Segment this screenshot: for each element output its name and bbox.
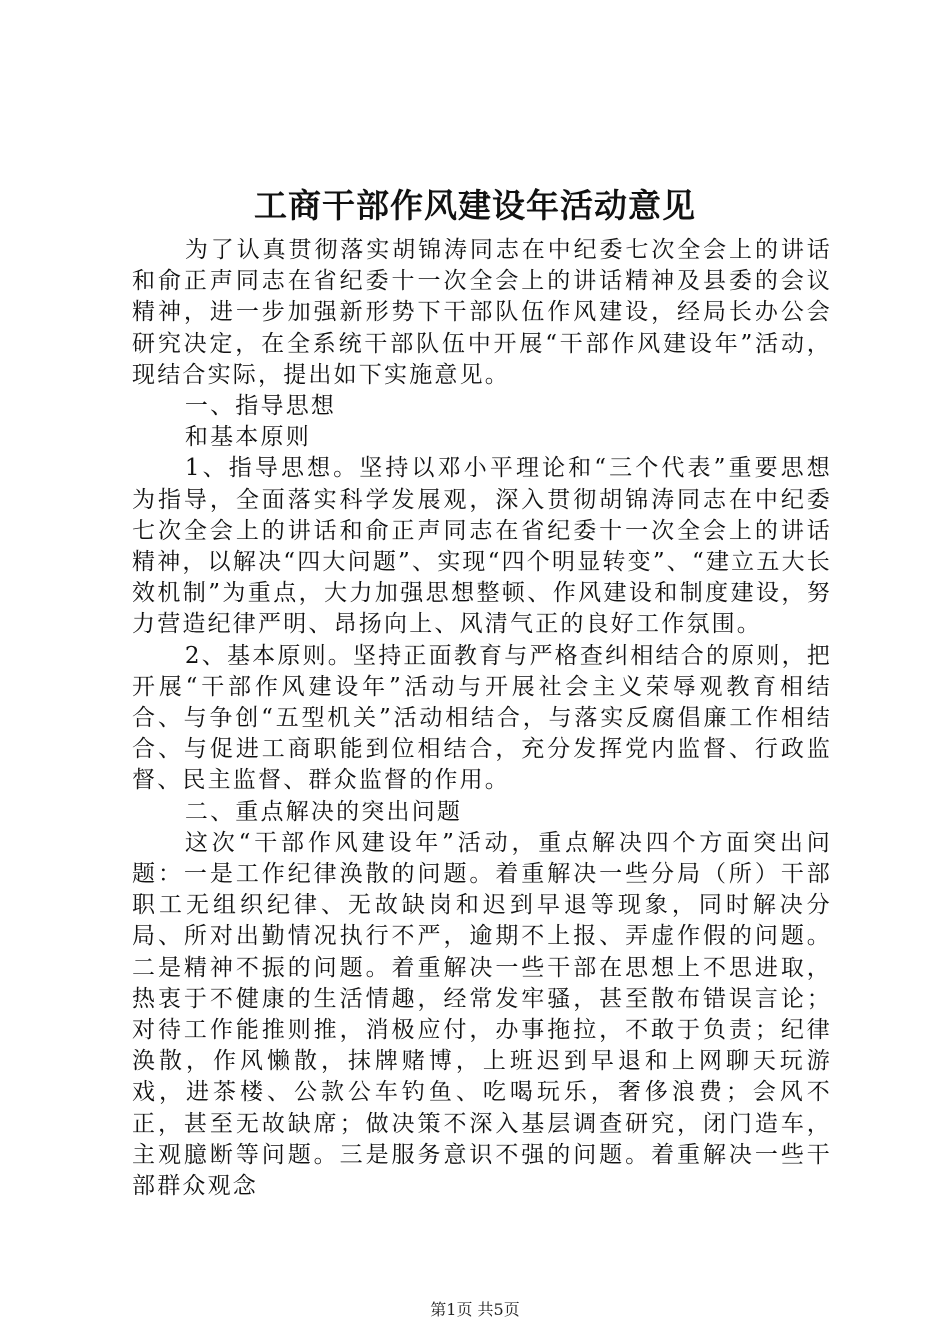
section-heading-key-problems: 二、重点解决的突出问题 xyxy=(184,798,463,825)
paragraph-key-problems: 这次“干部作风建设年”活动，重点解决四个方面突出问题：一是工作纪律涣散的问题。着重解决一些分局（所）干部职工无组织纪律、无故缺岗和迟到早退等现象，同时解决分局、所对出勤情况执行不严，逾期不上报、弄虚作假的问题。二是精神不振的问题。着重解决一些干部在思想上不思进取，热衷于不健康的生活情趣，经常发牢骚，甚至散布错误言论；对待工作能推则推，消极应付，办事拖拉，不敢于负责；纪律涣散，作风懒散，抹牌赌博，上班迟到早退和上网聊天玩游戏，进茶楼、公款公车钓鱼、吃喝玩乐，奢侈浪费；会风不正，甚至无故缺席；做决策不深入基层调查研究，闭门造车，主观臆断等问题。三是服务意识不强的问题。着重解决一些干部群众观念 xyxy=(132,829,832,1200)
paragraph-basic-principles: 2、基本原则。坚持正面教育与严格查纠相结合的原则，把开展“干部作风建设年”活动与开展社会主义荣辱观教育相结合、与争创“五型机关”活动相结合，与落实反腐倡廉工作相结合、与促进工商职能到位相结合，充分发挥党内监督、行政监督、民主监督、群众监督的作用。 xyxy=(132,642,832,794)
document-title: 工商干部作风建设年活动意见 xyxy=(254,186,696,225)
paragraph-intro: 为了认真贯彻落实胡锦涛同志在中纪委七次全会上的讲话和俞正声同志在省纪委十一次全会上的讲话精神及县委的会议精神，进一步加强新形势下干部队伍作风建设，经局长办公会研究决定，在全系统干部队伍中开展“干部作风建设年”活动，现结合实际，提出如下实施意见。 xyxy=(132,237,832,388)
section-heading-basic-principles: 和基本原则 xyxy=(184,424,311,451)
document-body xyxy=(132,235,832,1202)
paragraph-guiding-thought: 1、指导思想。坚持以邓小平理论和“三个代表”重要思想为指导，全面落实科学发展观，深入贯彻胡锦涛同志在中纪委七次全会上的讲话和俞正声同志在省纪委十一次全会上的讲话精神，以解决“四大问题”、实现“四个明显转变”、“建立五大长效机制”为重点，大力加强思想整顿、作风建设和制度建设，努力营造纪律严明、昂扬向上、风清气正的良好工作氛围。 xyxy=(132,455,832,638)
page-number-footer: 第1页 共5页 xyxy=(430,1300,520,1319)
section-heading-guiding-thought: 一、指导思想 xyxy=(184,393,337,420)
